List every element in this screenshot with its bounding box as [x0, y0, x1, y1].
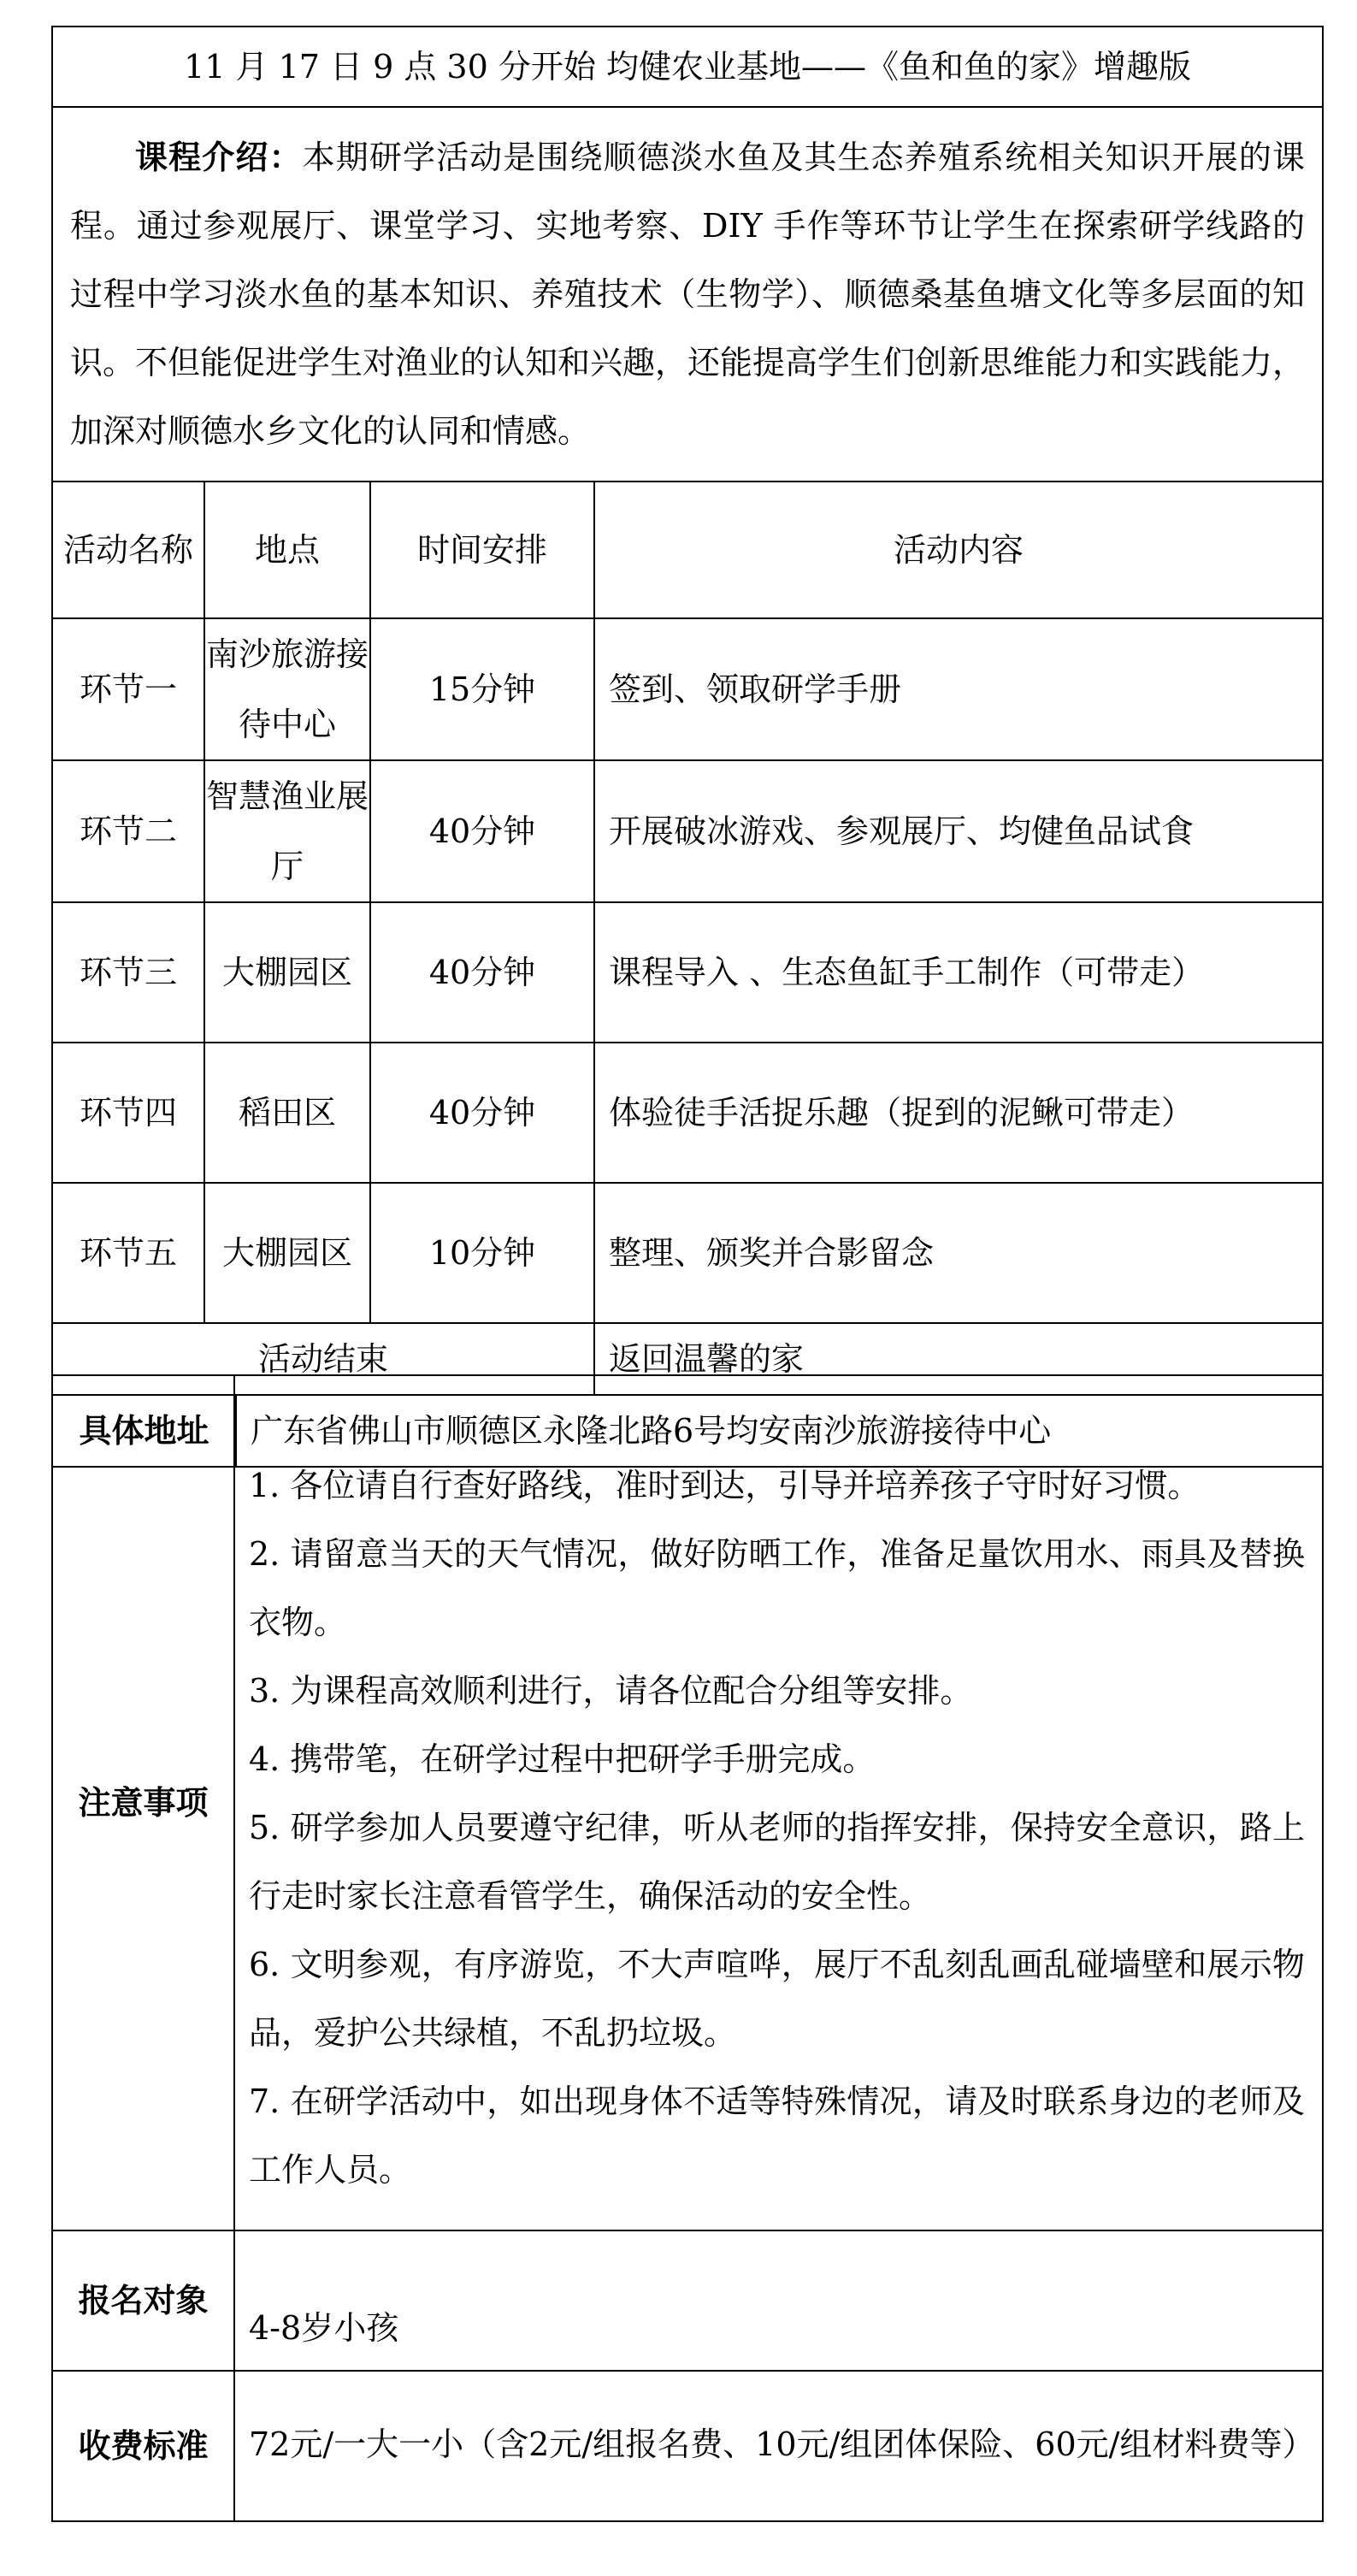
notes-table — [51, 1374, 1324, 2522]
row-time: 40分钟 — [370, 1043, 594, 1183]
note-item: 4. 携带笔，在研学过程中把研学手册完成。 — [249, 1740, 876, 1778]
row-content: 签到、领取研学手册 — [594, 618, 1323, 760]
address-label: 具体地址 — [52, 1395, 236, 1467]
row-time: 40分钟 — [370, 902, 594, 1043]
activity-end-content: 返回温馨的家 — [594, 1323, 1323, 1395]
row-name: 环节五 — [52, 1183, 204, 1323]
table-row — [52, 618, 1323, 760]
header-content: 活动内容 — [594, 482, 1323, 618]
header-activity-name: 活动名称 — [52, 482, 204, 618]
target-value: 4-8岁小孩 — [234, 2230, 1323, 2371]
notes-row — [52, 1375, 1323, 2230]
row-time: 40分钟 — [370, 760, 594, 902]
row-place: 大棚园区 — [204, 902, 370, 1043]
row-time: 10分钟 — [370, 1183, 594, 1323]
fee-value: 72元/一大一小（含2元/组报名费、10元/组团体保险、60元/组材料费等） — [234, 2371, 1323, 2521]
header-place: 地点 — [204, 482, 370, 618]
note-item: 3. 为课程高效顺利进行，请各位配合分组等安排。 — [249, 1672, 973, 1710]
course-intro — [52, 107, 1323, 482]
page-title: 11 月 17 日 9 点 30 分开始 均健农业基地——《鱼和鱼的家》增趣版 — [52, 27, 1323, 107]
activity-end-label: 活动结束 — [52, 1323, 594, 1395]
intro-text: 本期研学活动是围绕顺德淡水鱼及其生态养殖系统相关知识开展的课程。通过参观展厅、课堂学习、实地考察、DIY 手作等环节让学生在探索研学线路的过程中学习淡水鱼的基本知识、养殖技术（生物学）、顺德桑基鱼塘文化等多层面的知识。不但能促进学生对渔业的认知和兴趣，还能提高学生们创新思维能力和实践能力，加深对顺德水乡文化的认同和情感。 — [70, 139, 1306, 450]
row-content: 课程导入 、生态鱼缸手工制作（可带走） — [594, 902, 1323, 1043]
note-item: 7. 在研学活动中，如出现身体不适等特殊情况，请及时联系身边的老师及工作人员。 — [249, 2083, 1305, 2189]
row-name: 环节二 — [52, 760, 204, 902]
fee-row — [52, 2371, 1323, 2521]
notes-list — [234, 1375, 1323, 2230]
notes-label: 注意事项 — [52, 1375, 234, 2230]
schedule-table — [51, 26, 1324, 1468]
note-item: 5. 研学参加人员要遵守纪律，听从老师的指挥安排，保持安全意识，路上行走时家长注意看管学生，确保活动的安全性。 — [249, 1809, 1305, 1915]
table-row — [52, 902, 1323, 1043]
row-name: 环节三 — [52, 902, 204, 1043]
target-row — [52, 2230, 1323, 2371]
row-place: 南沙旅游接待中心 — [204, 618, 370, 760]
row-time: 15分钟 — [370, 618, 594, 760]
note-item: 1. 各位请自行查好路线，准时到达，引导并培养孩子守时好习惯。 — [249, 1467, 1201, 1504]
table-row — [52, 760, 1323, 902]
fee-label: 收费标准 — [52, 2371, 234, 2521]
row-name: 环节四 — [52, 1043, 204, 1183]
target-label: 报名对象 — [52, 2230, 234, 2371]
table-row — [52, 1183, 1323, 1323]
row-content: 体验徒手活捉乐趣（捉到的泥鳅可带走） — [594, 1043, 1323, 1183]
row-place: 稻田区 — [204, 1043, 370, 1183]
header-time: 时间安排 — [370, 482, 594, 618]
row-content: 开展破冰游戏、参观展厅、均健鱼品试食 — [594, 760, 1323, 902]
row-content: 整理、颁奖并合影留念 — [594, 1183, 1323, 1323]
row-place: 大棚园区 — [204, 1183, 370, 1323]
row-place: 智慧渔业展厅 — [204, 760, 370, 902]
table-row — [52, 1043, 1323, 1183]
intro-label: 课程介绍： — [135, 138, 303, 176]
note-item: 2. 请留意当天的天气情况，做好防晒工作，准备足量饮用水、雨具及替换衣物。 — [249, 1535, 1305, 1641]
note-item: 6. 文明参观，有序游览，不大声喧哗，展厅不乱刻乱画乱碰墙壁和展示物品，爱护公共绿植，不乱扔垃圾。 — [249, 1946, 1305, 2052]
address-value: 广东省佛山市顺德区永隆北路6号均安南沙旅游接待中心 — [236, 1395, 1323, 1467]
row-name: 环节一 — [52, 618, 204, 760]
